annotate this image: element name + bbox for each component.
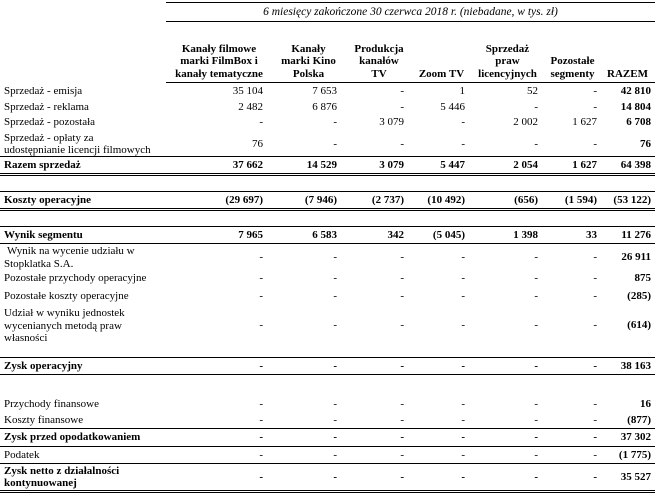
cell-value: - (534, 250, 538, 263)
row-label (4, 159, 81, 172)
table-rule (0, 492, 655, 493)
column-header-line: marki Kino (281, 55, 336, 67)
row-label-line: Koszty operacyjne (4, 193, 92, 206)
table-rule (0, 490, 655, 491)
row-label-line: udostępnianie licencji filmowych (4, 144, 151, 156)
cell-value: - (593, 290, 597, 303)
cell-value: - (534, 359, 538, 372)
row-label (4, 290, 129, 303)
cell-value: - (333, 413, 337, 426)
cell-value: - (400, 290, 404, 303)
row-label (4, 85, 82, 98)
cell-value: - (461, 272, 465, 285)
table-row (0, 157, 655, 173)
cell-value: 5 447 (440, 158, 465, 171)
cell-value: 6 708 (626, 116, 651, 129)
cell-value: 37 302 (620, 430, 651, 443)
column-header-line: licencyjnych (478, 67, 537, 80)
cell-value: - (259, 448, 263, 461)
column-header (345, 38, 413, 80)
table-row (0, 100, 655, 115)
cell-value: (656) (514, 193, 538, 206)
cell-value: - (534, 137, 538, 150)
cell-value: 16 (640, 397, 651, 410)
cell-value: 14 529 (306, 158, 337, 171)
cell-value: - (333, 250, 337, 263)
cell-value: - (259, 272, 263, 285)
cell-value: - (461, 137, 465, 150)
cell-value: - (259, 397, 263, 410)
cell-value: - (593, 318, 597, 331)
row-label-line: Sprzedaż - reklama (4, 101, 89, 114)
table-rule (0, 191, 655, 192)
cell-value: - (400, 359, 404, 372)
cell-value: 3 079 (379, 158, 404, 171)
cell-value: - (259, 250, 263, 263)
table-row (0, 288, 655, 305)
column-header (166, 38, 272, 80)
cell-value: - (461, 413, 465, 426)
cell-value: - (333, 359, 337, 372)
row-label-line: Razem sprzedaż (4, 158, 81, 171)
cell-value: 7 965 (238, 228, 263, 241)
cell-value: 1 398 (513, 228, 538, 241)
row-label-line: Koszty finansowe (4, 413, 84, 426)
row-label-line: Wynik segmentu (4, 228, 83, 241)
row-label (4, 245, 135, 270)
cell-value: - (593, 430, 597, 443)
cell-value: 26 911 (621, 250, 651, 263)
cell-value: - (534, 318, 538, 331)
table-rule (0, 156, 655, 157)
cell-value: - (461, 250, 465, 263)
row-label (4, 194, 91, 207)
row-label (4, 116, 95, 129)
column-header (545, 38, 600, 80)
header-rule (166, 82, 655, 83)
cell-value: - (534, 413, 538, 426)
cell-value: - (534, 272, 538, 285)
row-label-line: Zysk operacyjny (4, 359, 83, 372)
cell-value: 1 627 (572, 116, 597, 129)
cell-value: 3 079 (379, 116, 404, 129)
cell-value: - (400, 272, 404, 285)
cell-value: 33 (586, 228, 597, 241)
cell-value: (53 122) (613, 193, 651, 206)
row-label (4, 229, 83, 242)
row-label (4, 272, 146, 285)
row-label (4, 360, 83, 373)
cell-value: (2 737) (371, 193, 404, 206)
cell-value: - (534, 470, 538, 483)
cell-value: - (461, 430, 465, 443)
cell-value: 14 804 (620, 101, 651, 114)
table-row (0, 429, 655, 445)
row-label-line: Pozostałe przychody operacyjne (4, 272, 147, 285)
table-rule (0, 446, 655, 447)
table-row (0, 307, 655, 343)
row-label-line: Wynik na wycenie udziału w (7, 245, 135, 257)
cell-value: 11 276 (621, 228, 651, 241)
cell-value: - (461, 290, 465, 303)
table-rule (0, 374, 655, 375)
column-header-line: Kanały (291, 42, 326, 55)
cell-value: (1 594) (564, 193, 597, 206)
cell-value: 35 527 (620, 470, 651, 483)
column-header-line: marki FilmBox i (180, 55, 258, 67)
column-header-line: Produkcja (354, 42, 404, 55)
column-header-line: TV (371, 67, 387, 80)
cell-value: - (593, 397, 597, 410)
cell-value: - (593, 250, 597, 263)
column-header-line: kanałów (359, 55, 399, 67)
cell-value: 64 398 (620, 158, 651, 171)
cell-value: - (400, 318, 404, 331)
cell-value: - (593, 413, 597, 426)
cell-value: - (593, 359, 597, 372)
cell-value: 2 002 (513, 116, 538, 129)
cell-value: - (461, 318, 465, 331)
cell-value: - (400, 137, 404, 150)
column-header (272, 38, 345, 80)
table-row (0, 464, 655, 490)
cell-value: - (593, 85, 597, 98)
cell-value: - (333, 397, 337, 410)
cell-value: 52 (527, 85, 538, 98)
column-header-line: Sprzedaż (485, 42, 530, 55)
cell-value: - (400, 430, 404, 443)
cell-value: - (333, 137, 337, 150)
column-header-line: praw (495, 55, 520, 67)
cell-value: 7 653 (312, 85, 337, 98)
table-row (0, 192, 655, 208)
column-header (470, 38, 545, 80)
cell-value: 38 163 (620, 359, 651, 372)
column-header-line: segmenty (550, 67, 595, 80)
cell-value: - (333, 448, 337, 461)
table-row (0, 358, 655, 374)
cell-value: - (333, 318, 337, 331)
cell-value: - (400, 85, 404, 98)
cell-value: - (461, 470, 465, 483)
column-header-line: Pozostałe (550, 55, 595, 67)
cell-value: (877) (627, 413, 651, 426)
cell-value: - (259, 359, 263, 372)
cell-value: - (400, 413, 404, 426)
row-label (4, 449, 39, 462)
row-label-line: Zysk przed opodatkowaniem (4, 430, 141, 443)
table-rule (0, 243, 655, 244)
cell-value: 6 876 (312, 101, 337, 114)
cell-value: 342 (387, 228, 404, 241)
table-rule (0, 463, 655, 464)
cell-value: - (400, 470, 404, 483)
cell-value: 2 482 (238, 101, 263, 114)
cell-value: 2 054 (513, 158, 538, 171)
table-row (0, 447, 655, 463)
row-label-line: Sprzedaż - opłaty za (4, 131, 94, 144)
cell-value: - (333, 272, 337, 285)
cell-value: - (593, 448, 597, 461)
row-label-line: Zysk netto z działalności (4, 464, 120, 477)
column-header (600, 38, 655, 80)
row-label (4, 101, 89, 114)
cell-value: 1 627 (572, 158, 597, 171)
cell-value: - (259, 318, 263, 331)
cell-value: 76 (640, 137, 651, 150)
cell-value: - (461, 397, 465, 410)
cell-value: - (534, 397, 538, 410)
cell-value: (5 045) (432, 228, 465, 241)
cell-value: 5 446 (440, 101, 465, 114)
cell-value: 1 (459, 85, 465, 98)
row-label-line: własności (4, 332, 48, 344)
table-row (0, 396, 655, 412)
table-row (0, 115, 655, 130)
cell-value: 6 583 (312, 228, 337, 241)
cell-value: 35 104 (232, 85, 263, 98)
column-header-line: kanały tematyczne (175, 67, 263, 80)
cell-value: - (534, 448, 538, 461)
table-row (0, 245, 655, 269)
cell-value: - (593, 137, 597, 150)
table-row (0, 131, 655, 157)
row-label-line: Stopklatka S.A. (4, 257, 74, 270)
cell-value: - (534, 430, 538, 443)
row-label-line: Podatek (4, 448, 40, 461)
row-label-line: wycenianych metodą praw (4, 319, 122, 332)
table-rule (0, 226, 655, 227)
cell-value: - (333, 116, 337, 129)
cell-value: - (400, 448, 404, 461)
cell-value: (7 946) (304, 193, 337, 206)
column-header-line: Polska (292, 67, 325, 80)
table-rule (0, 210, 655, 211)
table-row (0, 412, 655, 428)
cell-value: - (400, 250, 404, 263)
cell-value: - (461, 116, 465, 129)
table-rule (0, 428, 655, 429)
cell-value: - (259, 413, 263, 426)
row-label-line: Sprzedaż - pozostała (4, 116, 96, 129)
cell-value: - (259, 290, 263, 303)
cell-value: - (333, 430, 337, 443)
cell-value: - (259, 430, 263, 443)
cell-value: 37 662 (232, 158, 263, 171)
row-label (4, 132, 151, 157)
table-row (0, 227, 655, 243)
cell-value: - (259, 116, 263, 129)
row-label (4, 465, 119, 490)
column-header-line: Kanały filmowe (181, 42, 257, 55)
row-label (4, 398, 99, 411)
row-label-line: Udział w wyniku jednostek (4, 307, 125, 319)
row-label (4, 414, 83, 427)
cell-value: (1 775) (618, 448, 651, 461)
cell-value: (10 492) (427, 193, 465, 206)
cell-value: - (461, 448, 465, 461)
cell-value: - (534, 290, 538, 303)
column-header-line: RAZEM (607, 67, 648, 80)
table-row (0, 84, 655, 99)
row-label (4, 431, 140, 444)
cell-value: - (593, 101, 597, 114)
row-label (4, 307, 125, 345)
cell-value: - (400, 101, 404, 114)
cell-value: - (461, 359, 465, 372)
cell-value: - (333, 290, 337, 303)
cell-value: - (593, 470, 597, 483)
cell-value: - (593, 272, 597, 285)
cell-value: (614) (627, 318, 651, 331)
row-label-line: kontynuowanej (4, 477, 77, 489)
table-rule (0, 357, 655, 358)
cell-value: 76 (252, 137, 263, 150)
cell-value: 42 810 (620, 85, 651, 98)
cell-value: - (259, 470, 263, 483)
row-label-line: Pozostałe koszty operacyjne (4, 290, 129, 303)
column-header-line: Zoom TV (418, 67, 465, 80)
cell-value: - (534, 101, 538, 114)
table-rule (0, 175, 655, 176)
table-row (0, 270, 655, 287)
cell-value: (29 697) (225, 193, 263, 206)
cell-value: 875 (634, 272, 651, 285)
period-heading: 6 miesięcy zakończone 30 czerwca 2018 r. (niebadane, w tys. zł) (166, 2, 655, 22)
cell-value: - (333, 470, 337, 483)
row-label-line: Przychody finansowe (4, 397, 100, 410)
cell-value: (285) (627, 290, 651, 303)
row-label-line: Sprzedaż - emisja (4, 85, 83, 98)
cell-value: - (400, 397, 404, 410)
column-header (413, 38, 470, 80)
